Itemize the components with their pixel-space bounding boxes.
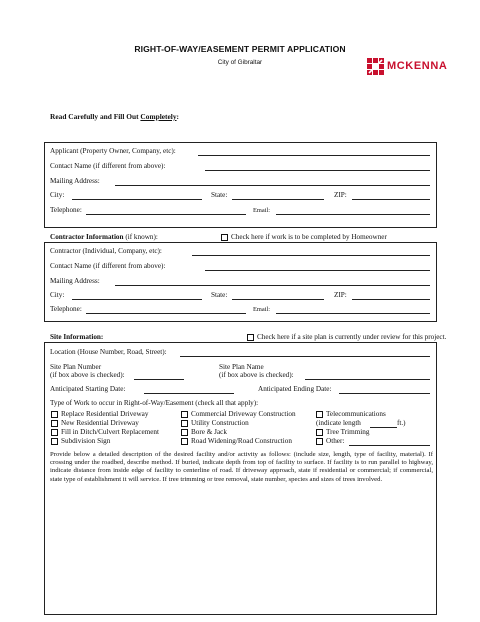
- homeowner-check-label: Check here if work is to be completed by Homeowner: [231, 233, 387, 241]
- contractor-heading-text: Contractor Information: [50, 233, 124, 241]
- commercial-driveway-checkbox[interactable]: [181, 411, 188, 418]
- applicant-mailing-label: Mailing Address:: [50, 177, 100, 185]
- contractor-telephone-label: Telephone:: [50, 305, 82, 313]
- page-title: RIGHT-OF-WAY/EASEMENT PERMIT APPLICATION: [134, 44, 346, 54]
- telecom-length-field[interactable]: [370, 427, 397, 428]
- applicant-contact-field[interactable]: [205, 170, 430, 171]
- contractor-mailing-field[interactable]: [115, 285, 430, 286]
- site-plan-number-note: (if box above is checked):: [50, 371, 125, 379]
- contractor-contact-field[interactable]: [205, 270, 430, 271]
- utility-construction-label: Utility Construction: [191, 419, 249, 427]
- instructions-emphasis: Completely: [140, 112, 177, 121]
- start-date-label: Anticipated Starting Date:: [50, 385, 126, 393]
- site-plan-review-label: Check here if a site plan is currently under review for this project.: [257, 333, 447, 341]
- ditch-culvert-label: Fill in Ditch/Culvert Replacement: [61, 428, 160, 436]
- commercial-driveway-label: Commercial Driveway Construction: [191, 410, 296, 418]
- subdivision-sign-label: Subdivision Sign: [61, 437, 111, 445]
- location-label: Location (House Number, Road, Street):: [50, 348, 167, 356]
- utility-construction-checkbox[interactable]: [181, 420, 188, 427]
- tree-trimming-label: Tree Trimming: [326, 428, 370, 436]
- tree-trimming-checkbox[interactable]: [316, 429, 323, 436]
- telecom-length-prefix: (indicate length: [316, 419, 361, 427]
- applicant-name-field[interactable]: [198, 155, 430, 156]
- contractor-zip-field[interactable]: [352, 299, 430, 300]
- applicant-contact-label: Contact Name (if different from above):: [50, 162, 166, 170]
- other-field[interactable]: [349, 445, 430, 446]
- replace-driveway-label: Replace Residential Driveway: [61, 410, 149, 418]
- subdivision-sign-checkbox[interactable]: [51, 438, 58, 445]
- end-date-label: Anticipated Ending Date:: [258, 385, 332, 393]
- contractor-state-field[interactable]: [232, 299, 324, 300]
- other-label: Other:: [326, 437, 345, 445]
- mckenna-logo-icon: [367, 58, 384, 75]
- mckenna-logo: [367, 58, 459, 78]
- instructions-suffix: :: [176, 112, 179, 121]
- applicant-state-field[interactable]: [232, 199, 324, 200]
- instructions-prefix: Read Carefully and Fill Out: [50, 112, 141, 121]
- applicant-email-field[interactable]: [276, 214, 430, 215]
- contractor-email-field[interactable]: [276, 313, 430, 314]
- page-subtitle: City of Gibraltar: [217, 59, 263, 66]
- applicant-mailing-field[interactable]: [115, 185, 430, 186]
- new-driveway-label: New Residential Driveway: [61, 419, 139, 427]
- applicant-zip-field[interactable]: [352, 199, 430, 200]
- bore-jack-checkbox[interactable]: [181, 429, 188, 436]
- applicant-city-field[interactable]: [72, 199, 202, 200]
- other-checkbox[interactable]: [316, 438, 323, 445]
- site-plan-number-field[interactable]: [134, 379, 184, 380]
- contractor-heading: [50, 233, 158, 241]
- logo-text: MCKENNA: [387, 60, 448, 72]
- site-plan-name-label: Site Plan Name: [219, 363, 264, 371]
- applicant-city-label: City:: [50, 191, 65, 199]
- applicant-zip-label: ZIP:: [334, 191, 347, 199]
- contractor-heading-note: (if known):: [123, 233, 158, 241]
- applicant-state-label: State:: [211, 191, 228, 199]
- telecommunications-label: Telecommunications: [326, 410, 386, 418]
- applicant-name-label: Applicant (Property Owner, Company, etc):: [50, 147, 176, 155]
- contractor-email-label: Email:: [253, 306, 271, 313]
- work-type-label: Type of Work to occur in Right-of-Way/Easement (check all that apply):: [50, 399, 259, 407]
- replace-driveway-checkbox[interactable]: [51, 411, 58, 418]
- site-plan-name-note: (if box above is checked):: [219, 371, 294, 379]
- site-plan-number-label: Site Plan Number: [50, 363, 102, 371]
- contractor-zip-label: ZIP:: [334, 291, 347, 299]
- contractor-state-label: State:: [211, 291, 228, 299]
- instructions: [50, 112, 179, 121]
- site-plan-review-checkbox[interactable]: [247, 334, 254, 341]
- applicant-telephone-field[interactable]: [86, 214, 246, 215]
- contractor-telephone-field[interactable]: [86, 313, 246, 314]
- site-plan-name-field[interactable]: [305, 379, 430, 380]
- end-date-field[interactable]: [339, 393, 430, 394]
- ditch-culvert-checkbox[interactable]: [51, 429, 58, 436]
- contractor-contact-label: Contact Name (if different from above):: [50, 262, 166, 270]
- contractor-name-label: Contractor (Individual, Company, etc):: [50, 247, 162, 255]
- contractor-city-field[interactable]: [72, 299, 202, 300]
- start-date-field[interactable]: [144, 393, 234, 394]
- contractor-mailing-label: Mailing Address:: [50, 277, 100, 285]
- telecommunications-checkbox[interactable]: [316, 411, 323, 418]
- description-instructions: Provide below a detailed description of the desired facility and/or activity as follows: (include size, length, type of facility, material). If crossing under the roadbed, describe method. If buried, indicate depth from top of facility to surface. If facility is to run parallel to highway, indicate distance from inside edge of facility to centerline of road. If driveway approach, state if residential or commercial; if commercial, state type of establishment it will service. If tree trimming or tree removal, state number, species and sizes of trees involved.: [50, 451, 433, 483]
- new-driveway-checkbox[interactable]: [51, 420, 58, 427]
- applicant-telephone-label: Telephone:: [50, 206, 82, 214]
- bore-jack-label: Bore & Jack: [191, 428, 227, 436]
- contractor-name-field[interactable]: [192, 255, 430, 256]
- road-widening-checkbox[interactable]: [181, 438, 188, 445]
- road-widening-label: Road Widening/Road Construction: [191, 437, 292, 445]
- homeowner-checkbox[interactable]: [221, 234, 228, 241]
- telecom-length-suffix: ft.): [397, 419, 406, 427]
- site-heading: Site Information:: [50, 333, 104, 341]
- applicant-email-label: Email:: [253, 207, 271, 214]
- contractor-city-label: City:: [50, 291, 65, 299]
- description-area[interactable]: [50, 500, 432, 610]
- location-field[interactable]: [180, 356, 430, 357]
